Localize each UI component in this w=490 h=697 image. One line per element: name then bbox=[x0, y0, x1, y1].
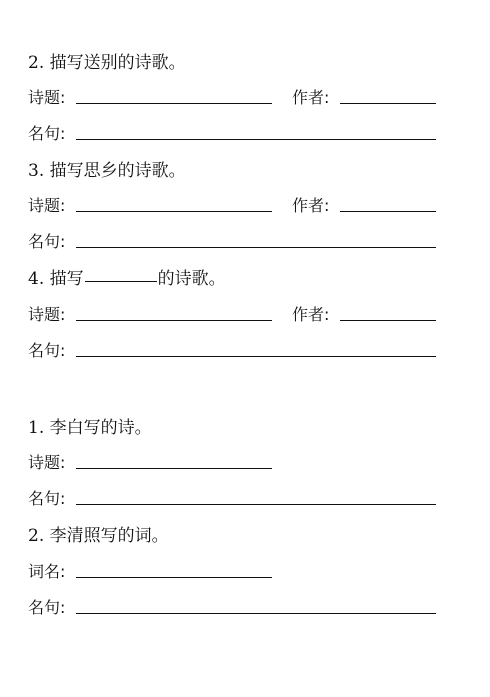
poem-title-blank[interactable] bbox=[76, 211, 272, 212]
poem-title-label: 诗题: bbox=[28, 88, 66, 107]
question-4-topic-blank[interactable] bbox=[85, 281, 157, 282]
question-2-heading: 2. 描写送别的诗歌。 bbox=[28, 53, 186, 73]
author-blank[interactable] bbox=[340, 103, 436, 104]
famous-line-blank[interactable] bbox=[76, 613, 436, 614]
ci-title-label: 词名: bbox=[28, 562, 66, 581]
question-4-prefix: 4. 描写 bbox=[28, 269, 84, 289]
poem-title-blank[interactable] bbox=[76, 103, 272, 104]
famous-line-blank[interactable] bbox=[76, 247, 436, 248]
famous-line-blank[interactable] bbox=[76, 139, 436, 140]
question-3-heading: 3. 描写思乡的诗歌。 bbox=[28, 161, 186, 181]
author-blank[interactable] bbox=[340, 211, 436, 212]
author-label: 作者: bbox=[292, 88, 330, 107]
author-label: 作者: bbox=[292, 305, 330, 324]
poem-title-label: 诗题: bbox=[28, 305, 66, 324]
famous-line-label: 名句: bbox=[28, 232, 66, 251]
poem-title-blank[interactable] bbox=[76, 468, 272, 469]
famous-line-label: 名句: bbox=[28, 341, 66, 360]
famous-line-label: 名句: bbox=[28, 489, 66, 508]
question-b1-heading: 1. 李白写的诗。 bbox=[28, 418, 152, 438]
famous-line-label: 名句: bbox=[28, 598, 66, 617]
poem-title-label: 诗题: bbox=[28, 196, 66, 215]
famous-line-blank[interactable] bbox=[76, 504, 436, 505]
question-4-suffix: 的诗歌。 bbox=[157, 269, 226, 289]
author-blank[interactable] bbox=[340, 320, 436, 321]
poem-title-blank[interactable] bbox=[76, 320, 272, 321]
poem-title-label: 诗题: bbox=[28, 453, 66, 472]
ci-title-blank[interactable] bbox=[76, 577, 272, 578]
question-4-heading bbox=[28, 268, 226, 290]
question-b2-heading: 2. 李清照写的词。 bbox=[28, 526, 169, 546]
famous-line-blank[interactable] bbox=[76, 356, 436, 357]
famous-line-label: 名句: bbox=[28, 124, 66, 143]
author-label: 作者: bbox=[292, 196, 330, 215]
